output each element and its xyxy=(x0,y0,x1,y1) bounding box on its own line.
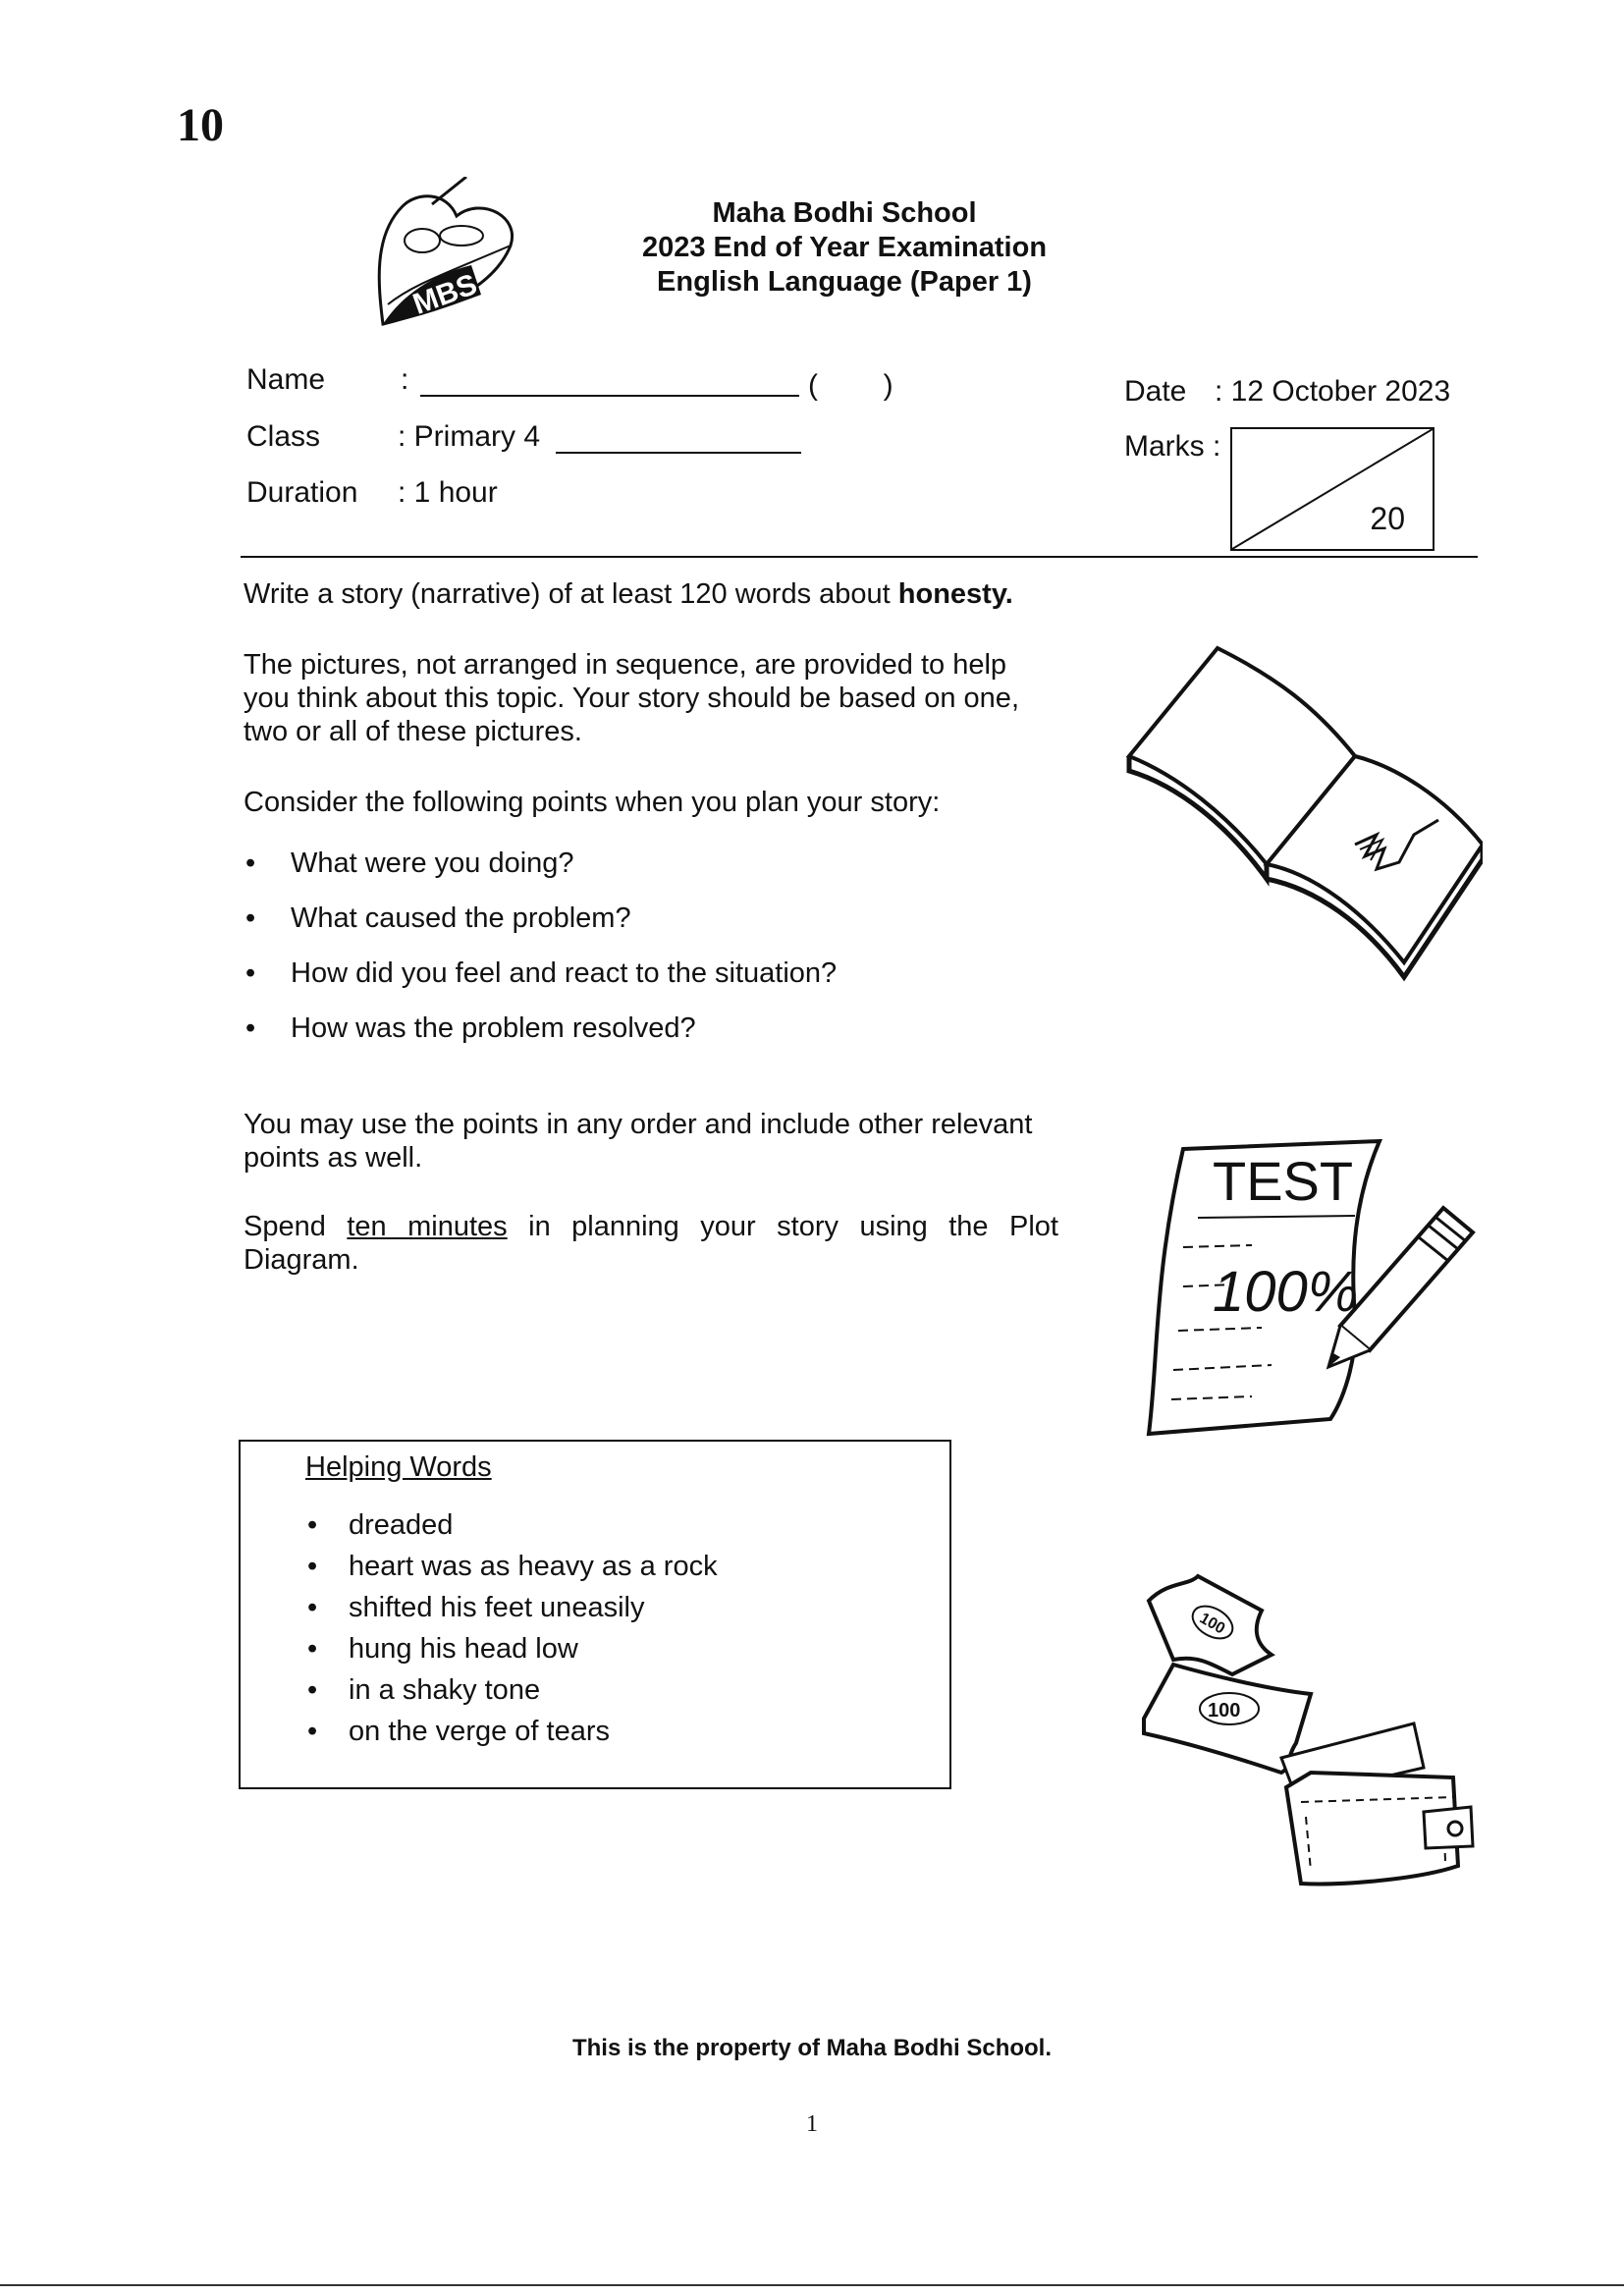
torn-book-icon xyxy=(1119,638,1483,1002)
order-note-paragraph: You may use the points in any order and include other relevant points as well. xyxy=(244,1109,1033,1174)
list-item: • dreaded xyxy=(305,1508,718,1550)
banknote-value-2: 100 xyxy=(1208,1700,1241,1722)
banknote-value: 100 xyxy=(1196,1610,1228,1638)
spend-pre: Spend xyxy=(244,1211,326,1242)
register-number-brackets: ( ) xyxy=(808,369,893,402)
intro-text: Write a story (narrative) of at least 120 words about xyxy=(244,578,891,610)
spend-post: in planning your story using the Plot Diagram. xyxy=(244,1211,1058,1276)
property-notice: This is the property of Maha Bodhi School. xyxy=(571,2035,1053,2061)
list-item: • What caused the problem? xyxy=(244,902,837,957)
exam-header xyxy=(550,196,1139,300)
school-name: Maha Bodhi School xyxy=(712,197,977,229)
spend-time: ten minutes xyxy=(347,1211,508,1242)
helping-words-title: Helping Words xyxy=(305,1451,492,1483)
test-score: 100% xyxy=(1213,1260,1359,1324)
list-item: • shifted his feet uneasily xyxy=(305,1591,718,1632)
marks-label: Marks : xyxy=(1124,430,1221,463)
paper-title: English Language (Paper 1) xyxy=(657,266,1032,298)
date-label: Date xyxy=(1124,375,1187,408)
pictures-paragraph: The pictures, not arranged in sequence, are provided to help you think about this topic. Your story should be based on one, two or all of these pictures. xyxy=(244,649,1019,747)
duration-value: : 1 hour xyxy=(398,476,498,509)
list-item: • heart was as heavy as a rock xyxy=(305,1550,718,1591)
consider-paragraph: Consider the following points when you plan your story: xyxy=(244,787,941,818)
page-bottom-edge xyxy=(0,2284,1624,2286)
spend-paragraph xyxy=(244,1210,1058,1277)
marks-total: 20 xyxy=(1370,501,1405,536)
list-item: • in a shaky tone xyxy=(305,1673,718,1715)
class-label: Class xyxy=(246,420,321,453)
helping-words-list xyxy=(305,1508,718,1756)
money-wallet-icon xyxy=(1139,1571,1478,1890)
list-item: • hung his head low xyxy=(305,1632,718,1673)
class-value: : Primary 4 xyxy=(398,420,541,453)
footer-page-number: 1 xyxy=(806,2111,818,2137)
page-number: 10 xyxy=(177,99,224,151)
intro-paragraph xyxy=(244,577,1058,611)
list-item: • on the verge of tears xyxy=(305,1715,718,1756)
planning-points-list xyxy=(244,847,837,1066)
duration-label: Duration xyxy=(246,476,358,509)
test-paper-pencil-icon xyxy=(1144,1139,1483,1439)
list-item: • How did you feel and react to the situation? xyxy=(244,957,837,1011)
name-label: Name xyxy=(246,363,326,396)
helping-words-box xyxy=(239,1440,951,1789)
class-field[interactable] xyxy=(556,452,801,454)
date-value: : 12 October 2023 xyxy=(1215,375,1451,408)
exam-title: 2023 End of Year Examination xyxy=(641,232,1048,263)
list-item: • How was the problem resolved? xyxy=(244,1011,837,1066)
test-title: TEST xyxy=(1213,1150,1354,1212)
header-divider xyxy=(241,556,1478,558)
logo-text: MBS xyxy=(408,268,482,321)
name-field[interactable] xyxy=(420,395,799,397)
list-item: • What were you doing? xyxy=(244,847,837,902)
mbs-leaf-logo-icon xyxy=(363,177,520,329)
marks-box xyxy=(1230,427,1435,551)
topic-word: honesty. xyxy=(897,578,1013,610)
name-colon: : xyxy=(401,363,409,396)
